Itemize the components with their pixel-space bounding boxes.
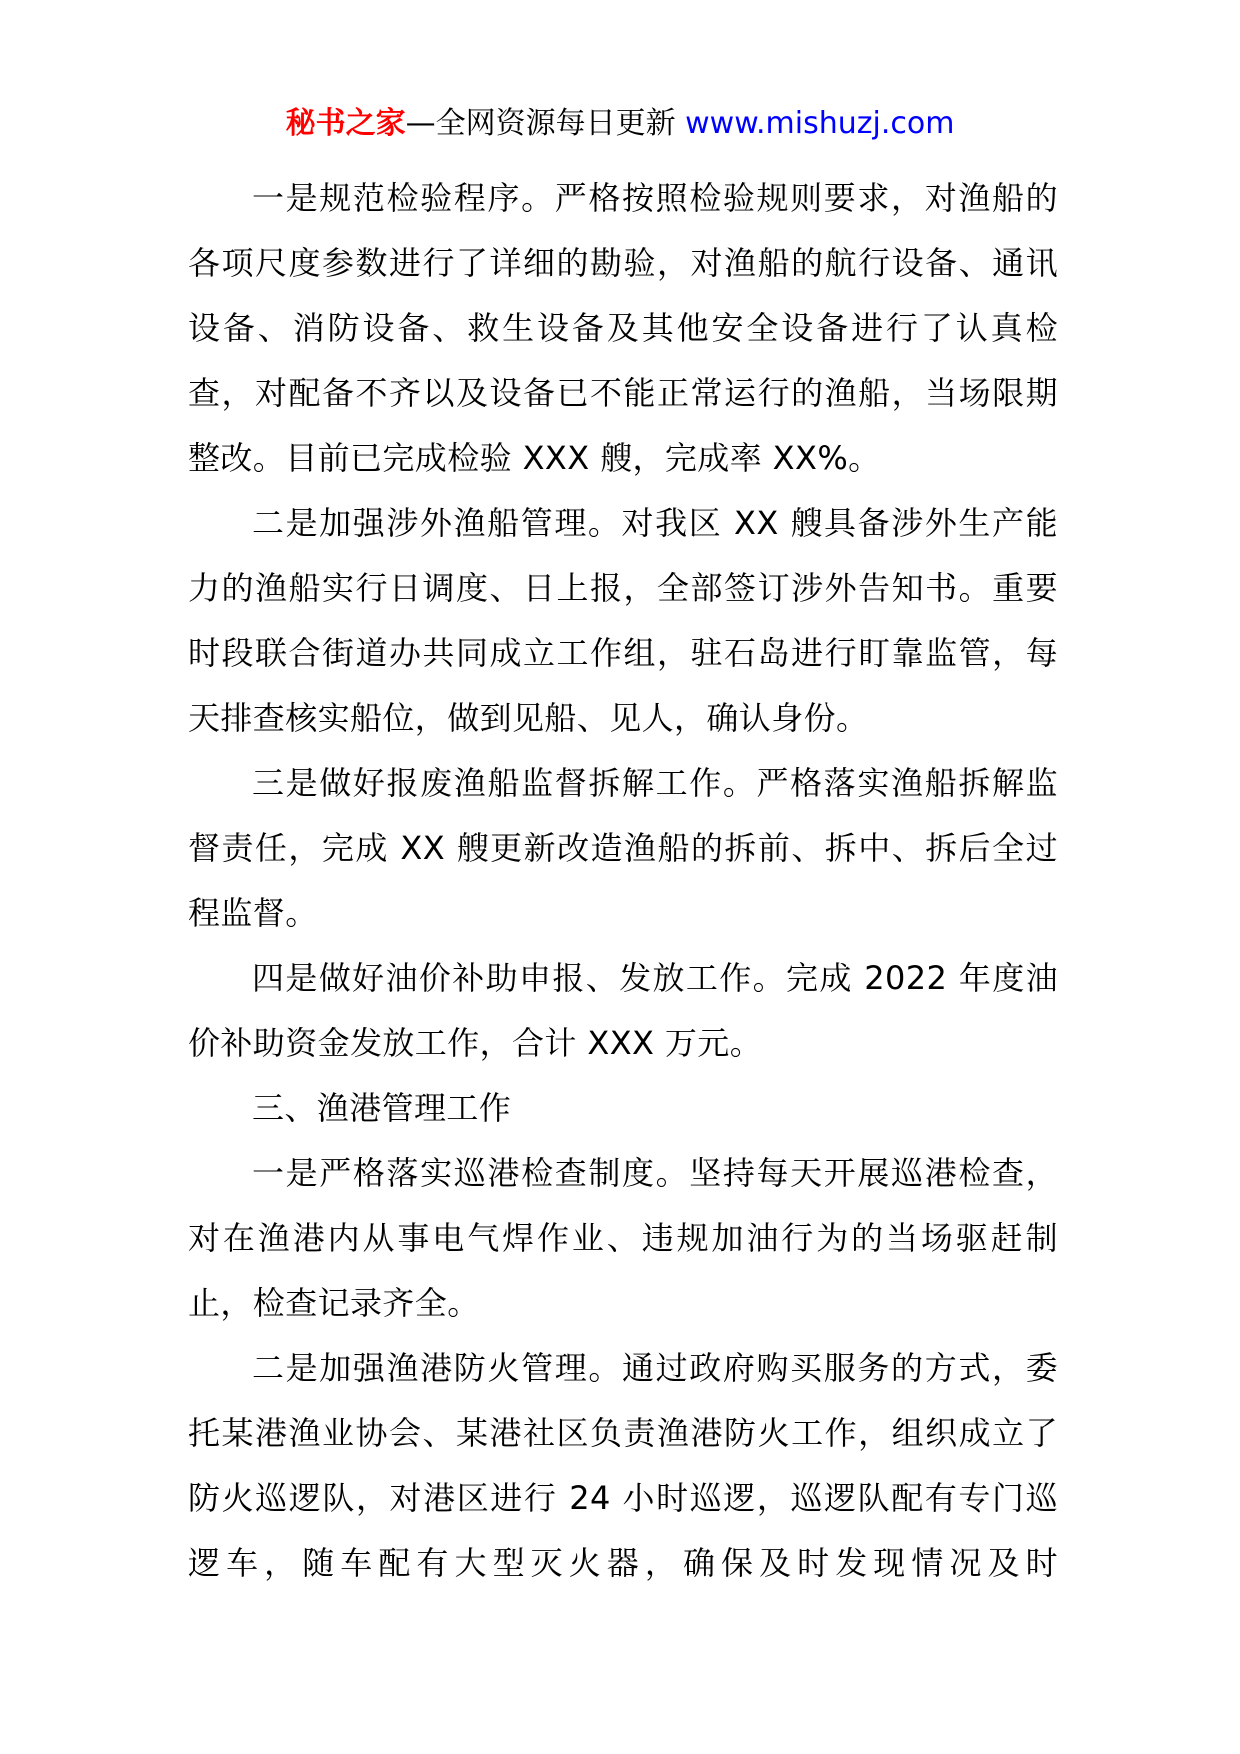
paragraph-fuel-subsidy: 四是做好油价补助申报、发放工作。完成 2022 年度油价补助资金发放工作，合计 XXX 万元。 [188, 959, 1058, 1062]
header-slogan: —全网资源每日更新 [405, 106, 686, 141]
paragraph-scrapped-vessel-dismantling: 三是做好报废渔船监督拆解工作。严格落实渔船拆解监督责任，完成 XX 艘更新改造渔船的拆前、拆中、拆后全过程监督。 [188, 764, 1058, 932]
header-site-link[interactable]: www.mishuzj.com [685, 106, 955, 141]
section-heading-fishing-port: 三、渔港管理工作 [252, 1089, 512, 1127]
paragraph-port-fire-prevention: 二是加强渔港防火管理。通过政府购买服务的方式，委托某港渔业协会、某港社区负责渔港防火工作，组织成立了防火巡逻队，对港区进行 24 小时巡逻，巡逻队配有专门巡逻车，随车配有大型灭火器，确保及时发现情况及时 [188, 1349, 1058, 1582]
page-header [0, 104, 1240, 144]
paragraph-foreign-vessel-management: 二是加强涉外渔船管理。对我区 XX 艘具备涉外生产能力的渔船实行日调度、日上报，全部签订涉外告知书。重要时段联合街道办共同成立工作组，驻石岛进行盯靠监管，每天排查核实船位，做到见船、见人，确认身份。 [188, 504, 1058, 737]
document-body [188, 166, 1058, 1596]
header-brand: 秘书之家 [285, 106, 406, 141]
paragraph-port-patrol: 一是严格落实巡港检查制度。坚持每天开展巡港检查，对在渔港内从事电气焊作业、违规加油行为的当场驱赶制止，检查记录齐全。 [188, 1154, 1058, 1322]
paragraph-inspection-procedure: 一是规范检验程序。严格按照检验规则要求，对渔船的各项尺度参数进行了详细的勘验，对渔船的航行设备、通讯设备、消防设备、救生设备及其他安全设备进行了认真检查，对配备不齐以及设备已不能正常运行的渔船，当场限期整改。目前已完成检验 XXX 艘，完成率 XX%。 [188, 179, 1058, 477]
